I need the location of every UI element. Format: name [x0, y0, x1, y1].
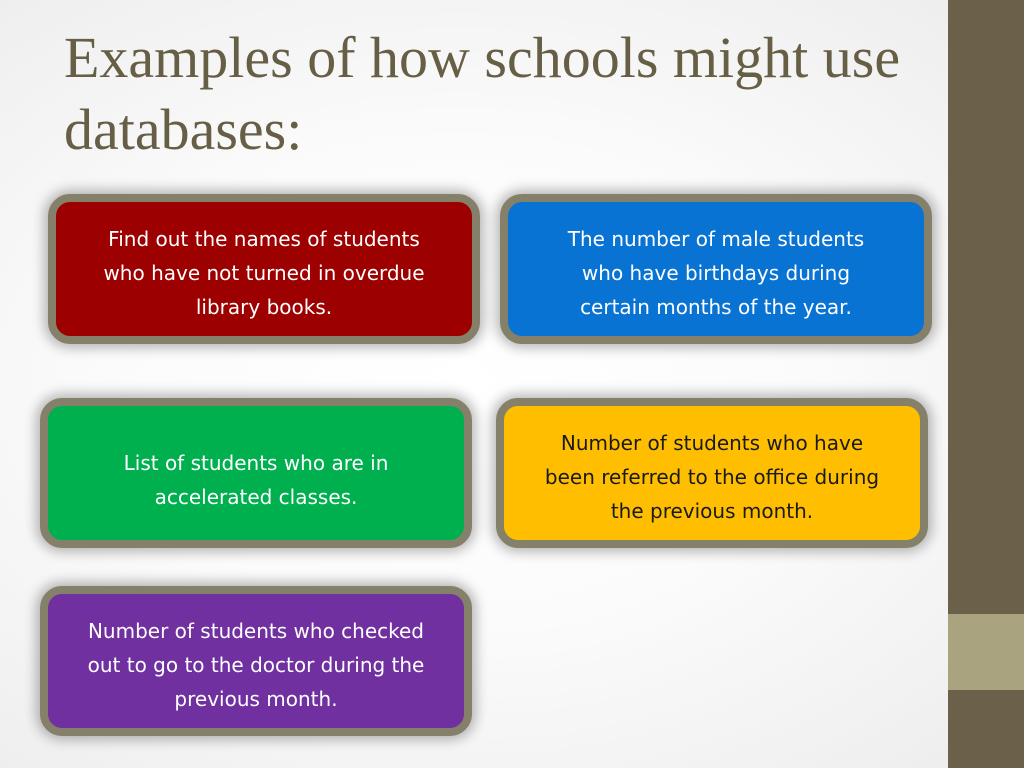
- office-referrals-box: [496, 398, 928, 548]
- overdue-library-books-box: [48, 194, 480, 344]
- box-text-line: been referred to the office during: [544, 465, 880, 489]
- accelerated-classes-box: [40, 398, 472, 548]
- decorative-sidebar: [948, 0, 1024, 768]
- box-text-line: List of students who are in: [123, 451, 389, 475]
- doctor-checkouts-box: [40, 586, 472, 736]
- box-text-line: previous month.: [174, 687, 338, 711]
- box-text-line: library books.: [195, 295, 333, 319]
- box-text-line: who have not turned in overdue: [103, 261, 425, 285]
- male-student-birthdays-box: [500, 194, 932, 344]
- sidebar-accent-block: [948, 614, 1024, 690]
- box-text-line: who have birthdays during: [581, 261, 851, 285]
- box-text-line: Number of students who have: [560, 431, 864, 455]
- box-text-line: The number of male students: [567, 227, 865, 251]
- box-text-line: the previous month.: [610, 499, 814, 523]
- box-text-line: out to go to the doctor during the: [87, 653, 425, 677]
- box-text-line: Number of students who checked: [87, 619, 425, 643]
- slide-title: Examples of how schools might use databases:: [64, 25, 901, 162]
- box-text-line: Find out the names of students: [108, 227, 420, 251]
- box-text-line: certain months of the year.: [580, 295, 852, 319]
- box-text-line: accelerated classes.: [154, 485, 358, 509]
